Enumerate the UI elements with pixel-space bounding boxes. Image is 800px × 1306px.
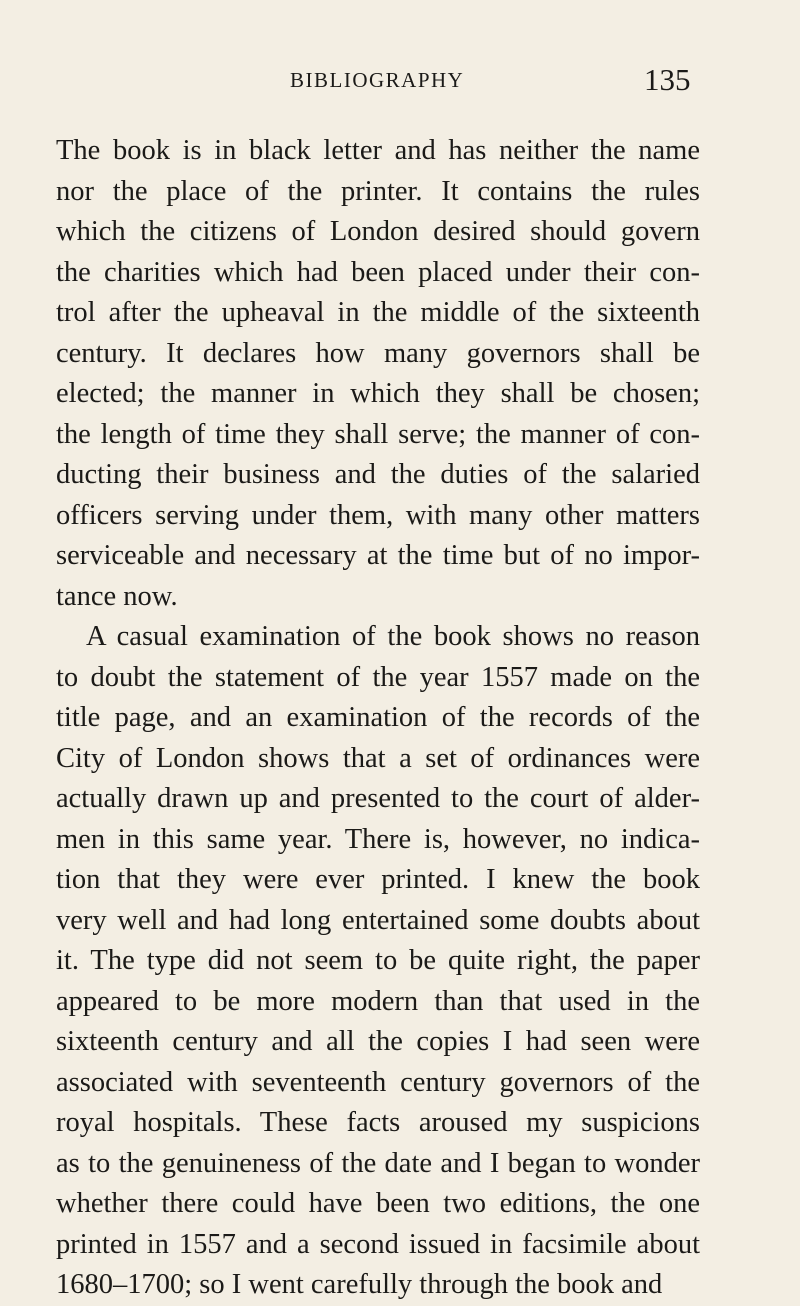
- text-line: actually drawn up and presented to the court of alder-: [56, 783, 700, 814]
- text-line: men in this same year. There is, however, no indica-: [56, 823, 700, 855]
- paragraph-1: [56, 131, 700, 617]
- text-line: officers serving under them, with many other matters: [56, 499, 700, 531]
- text-line: A casual examination of the book shows no reason: [86, 621, 700, 652]
- text-line: title page, and an examination of the records of the: [56, 702, 700, 733]
- text-line: sixteenth century and all the copies I had seen were: [56, 1026, 700, 1057]
- text-line: tion that they were ever printed. I knew the book: [56, 864, 700, 895]
- text-line: very well and had long entertained some doubts about: [56, 904, 700, 936]
- text-line: whether there could have been two editions, the one: [56, 1188, 700, 1219]
- text-line: nor the place of the printer. It contains the rules: [56, 175, 700, 207]
- running-header: [0, 62, 800, 102]
- text-line: which the citizens of London desired should govern: [56, 216, 700, 247]
- text-line: serviceable and necessary at the time but of no impor-: [56, 540, 700, 571]
- text-line: the charities which had been placed under their con-: [56, 256, 700, 288]
- text-line: the length of time they shall serve; the manner of con-: [56, 418, 700, 450]
- paragraph-2: [56, 617, 700, 1306]
- page-number: 135: [644, 62, 691, 97]
- text-line: 1680–1700; so I went carefully through the book and: [56, 1269, 663, 1300]
- text-line: royal hospitals. These facts aroused my suspicions: [56, 1107, 700, 1138]
- text-line: to doubt the statement of the year 1557 made on the: [56, 661, 700, 693]
- running-title: BIBLIOGRAPHY: [290, 68, 465, 92]
- text-line: as to the genuineness of the date and I began to wonder: [56, 1147, 700, 1179]
- text-line: it. The type did not seem to be quite right, the paper: [56, 945, 700, 976]
- text-line: The book is in black letter and has neither the name: [56, 135, 700, 166]
- text-line: ducting their business and the duties of the salaried: [56, 459, 700, 490]
- text-line: printed in 1557 and a second issued in facsimile about: [56, 1228, 700, 1260]
- text-line: tance now.: [56, 580, 178, 612]
- text-line: associated with seventeenth century governors of the: [56, 1066, 700, 1098]
- text-line: century. It declares how many governors shall be: [56, 337, 700, 369]
- text-line: trol after the upheaval in the middle of the sixteenth: [56, 297, 700, 328]
- text-line: appeared to be more modern than that used in the: [56, 985, 700, 1017]
- text-line: City of London shows that a set of ordinances were: [56, 742, 700, 774]
- body-text: [56, 131, 700, 1306]
- text-line: elected; the manner in which they shall be chosen;: [56, 378, 700, 409]
